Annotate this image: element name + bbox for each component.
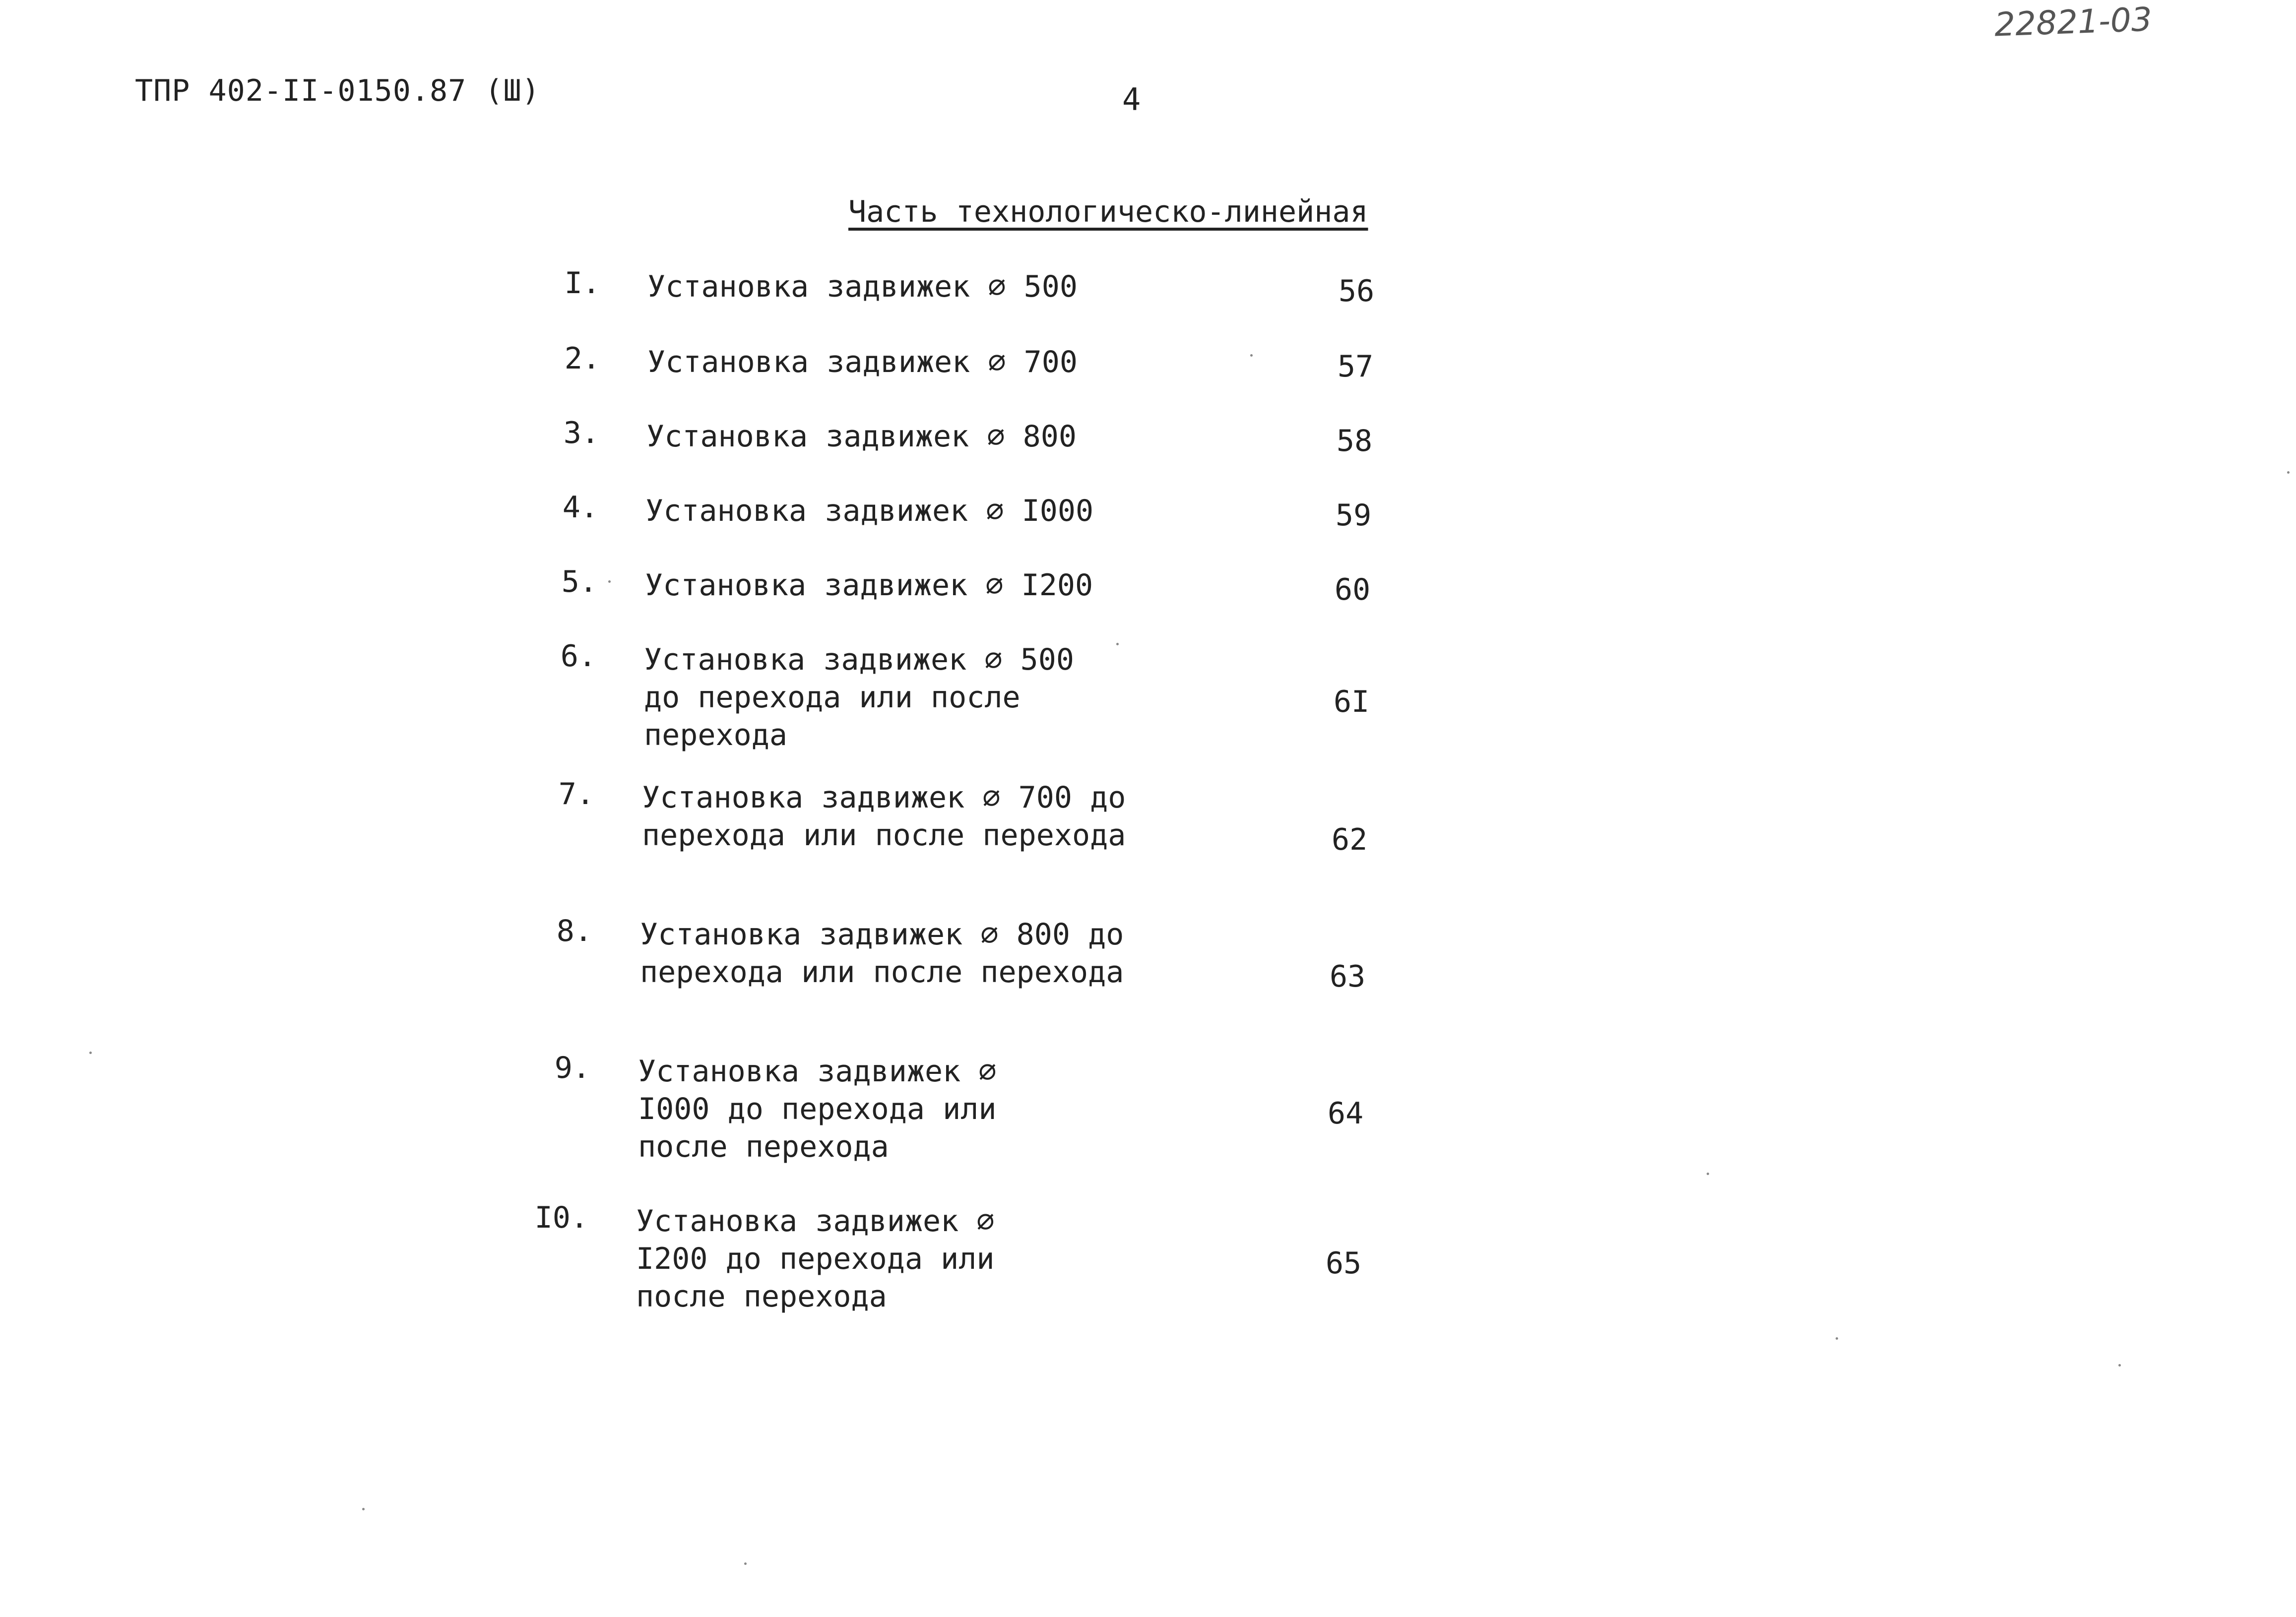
entry-number: 7.: [558, 777, 594, 811]
entry-text: Установка задвижек ∅ 500 до перехода или после перехода: [644, 642, 1074, 752]
page-number: 4: [1122, 81, 1141, 118]
entry-page: 6I: [1334, 684, 1370, 719]
entry-number: I.: [564, 266, 600, 301]
entry-text: Установка задвижек ∅ 800: [646, 419, 1077, 454]
entry-text: Установка задвижек ∅ 700: [647, 345, 1078, 379]
entry-page: 57: [1338, 349, 1374, 384]
entry-number: 9.: [554, 1051, 590, 1085]
entry-number: 6.: [560, 639, 596, 674]
entry-text: Установка задвижек ∅ I200: [645, 568, 1093, 603]
entry-number: 8.: [556, 914, 592, 948]
scan-speck: [1250, 354, 1253, 357]
entry-number: 5.: [561, 564, 597, 599]
scan-speck: [1707, 1173, 1709, 1175]
entry-page: 59: [1336, 498, 1372, 533]
entry-page: 56: [1339, 274, 1375, 309]
entry-page: 60: [1335, 572, 1371, 607]
section-title: Часть технологическо-линейная: [848, 194, 1368, 229]
entry-page: 58: [1337, 424, 1373, 458]
handwritten-stamp: 22821-03: [1993, 0, 2153, 44]
entry-text: Установка задвижек ∅ I200 до перехода или после перехода: [636, 1204, 995, 1314]
document-code: ТПР 402-II-0150.87 (Ш): [135, 73, 540, 108]
entry-page: 64: [1328, 1096, 1364, 1131]
entry-text: Установка задвижек ∅ 800 до перехода или после перехода: [640, 917, 1124, 990]
scan-speck: [89, 1052, 92, 1054]
scan-speck: [1116, 643, 1119, 645]
scan-speck: [362, 1508, 365, 1510]
entry-number: 4.: [562, 490, 598, 525]
scan-speck: [1836, 1337, 1838, 1340]
entry-number: 3.: [563, 416, 599, 450]
entry-text: Установка задвижек ∅ 500: [647, 269, 1078, 304]
scan-speck: [608, 580, 611, 583]
entry-page: 63: [1330, 959, 1366, 994]
entry-number: I0.: [534, 1200, 588, 1235]
scan-speck: [744, 1562, 747, 1565]
entry-page: 62: [1332, 822, 1368, 857]
entry-text: Установка задвижек ∅ 700 до перехода или после перехода: [642, 780, 1126, 853]
entry-text: Установка задвижек ∅ I000 до перехода или после перехода: [638, 1054, 997, 1164]
entry-number: 2.: [564, 341, 600, 376]
entry-page: 65: [1326, 1246, 1362, 1281]
scan-speck: [2287, 471, 2290, 474]
scan-speck: [2118, 1364, 2121, 1367]
entry-text: Установка задвижек ∅ I000: [645, 494, 1094, 528]
